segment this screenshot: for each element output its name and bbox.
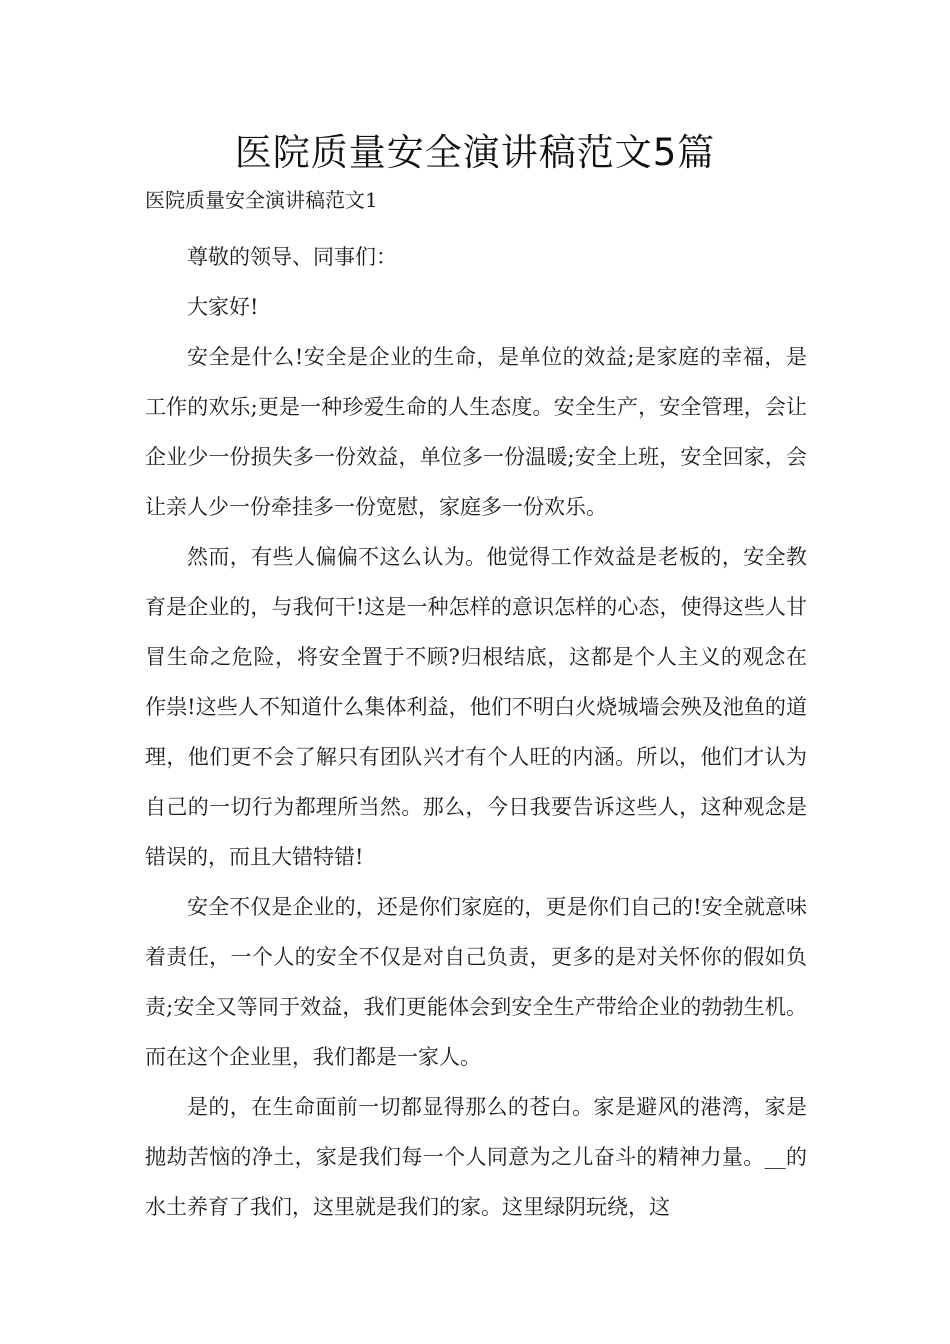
paragraph-salutation: 大家好! (187, 295, 259, 319)
paragraph: 安全不仅是企业的，还是你们家庭的，更是你们自己的!安全就意味着责任，一个人的安全不仅是对自己负责，更多的是对关怀你的假如负责;安全又等同于效益，我们更能体会到安全生产带给企业的勃勃生机。而在这个企业里，我们都是一家人。 (145, 895, 807, 1069)
paragraph-greeting: 尊敬的领导、同事们： (187, 245, 397, 269)
paragraph: 是的，在生命面前一切都显得那么的苍白。家是避风的港湾，家是抛劫苦恼的净土，家是我们每一个人同意为之儿奋斗的精神力量。__的水土养育了我们，这里就是我们的家。这里绿阴玩绕，这 (145, 1095, 807, 1219)
document-subtitle: 医院质量安全演讲稿范文1 (145, 188, 378, 212)
document-title: 医院质量安全演讲稿范文5篇 (234, 131, 716, 174)
document-body (145, 232, 807, 1232)
paragraph: 然而，有些人偏偏不这么认为。他觉得工作效益是老板的，安全教育是企业的，与我何干!这是一种怎样的意识怎样的心态，使得这些人甘冒生命之危险，将安全置于不顾?归根结底，这都是个人主义的观念在作祟!这些人不知道什么集体利益，他们不明白火烧城墙会殃及池鱼的道理，他们更不会了解只有团队兴才有个人旺的内涵。所以，他们才认为自己的一切行为都理所当然。那么，今日我要告诉这些人，这种观念是错误的，而且大错特错! (145, 545, 807, 869)
paragraph: 安全是什么!安全是企业的生命，是单位的效益;是家庭的幸福，是工作的欢乐;更是一种珍爱生命的人生态度。安全生产，安全管理，会让企业少一份损失多一份效益，单位多一份温暖;安全上班，安全回家，会让亲人少一份牵挂多一份宽慰，家庭多一份欢乐。 (145, 345, 807, 519)
